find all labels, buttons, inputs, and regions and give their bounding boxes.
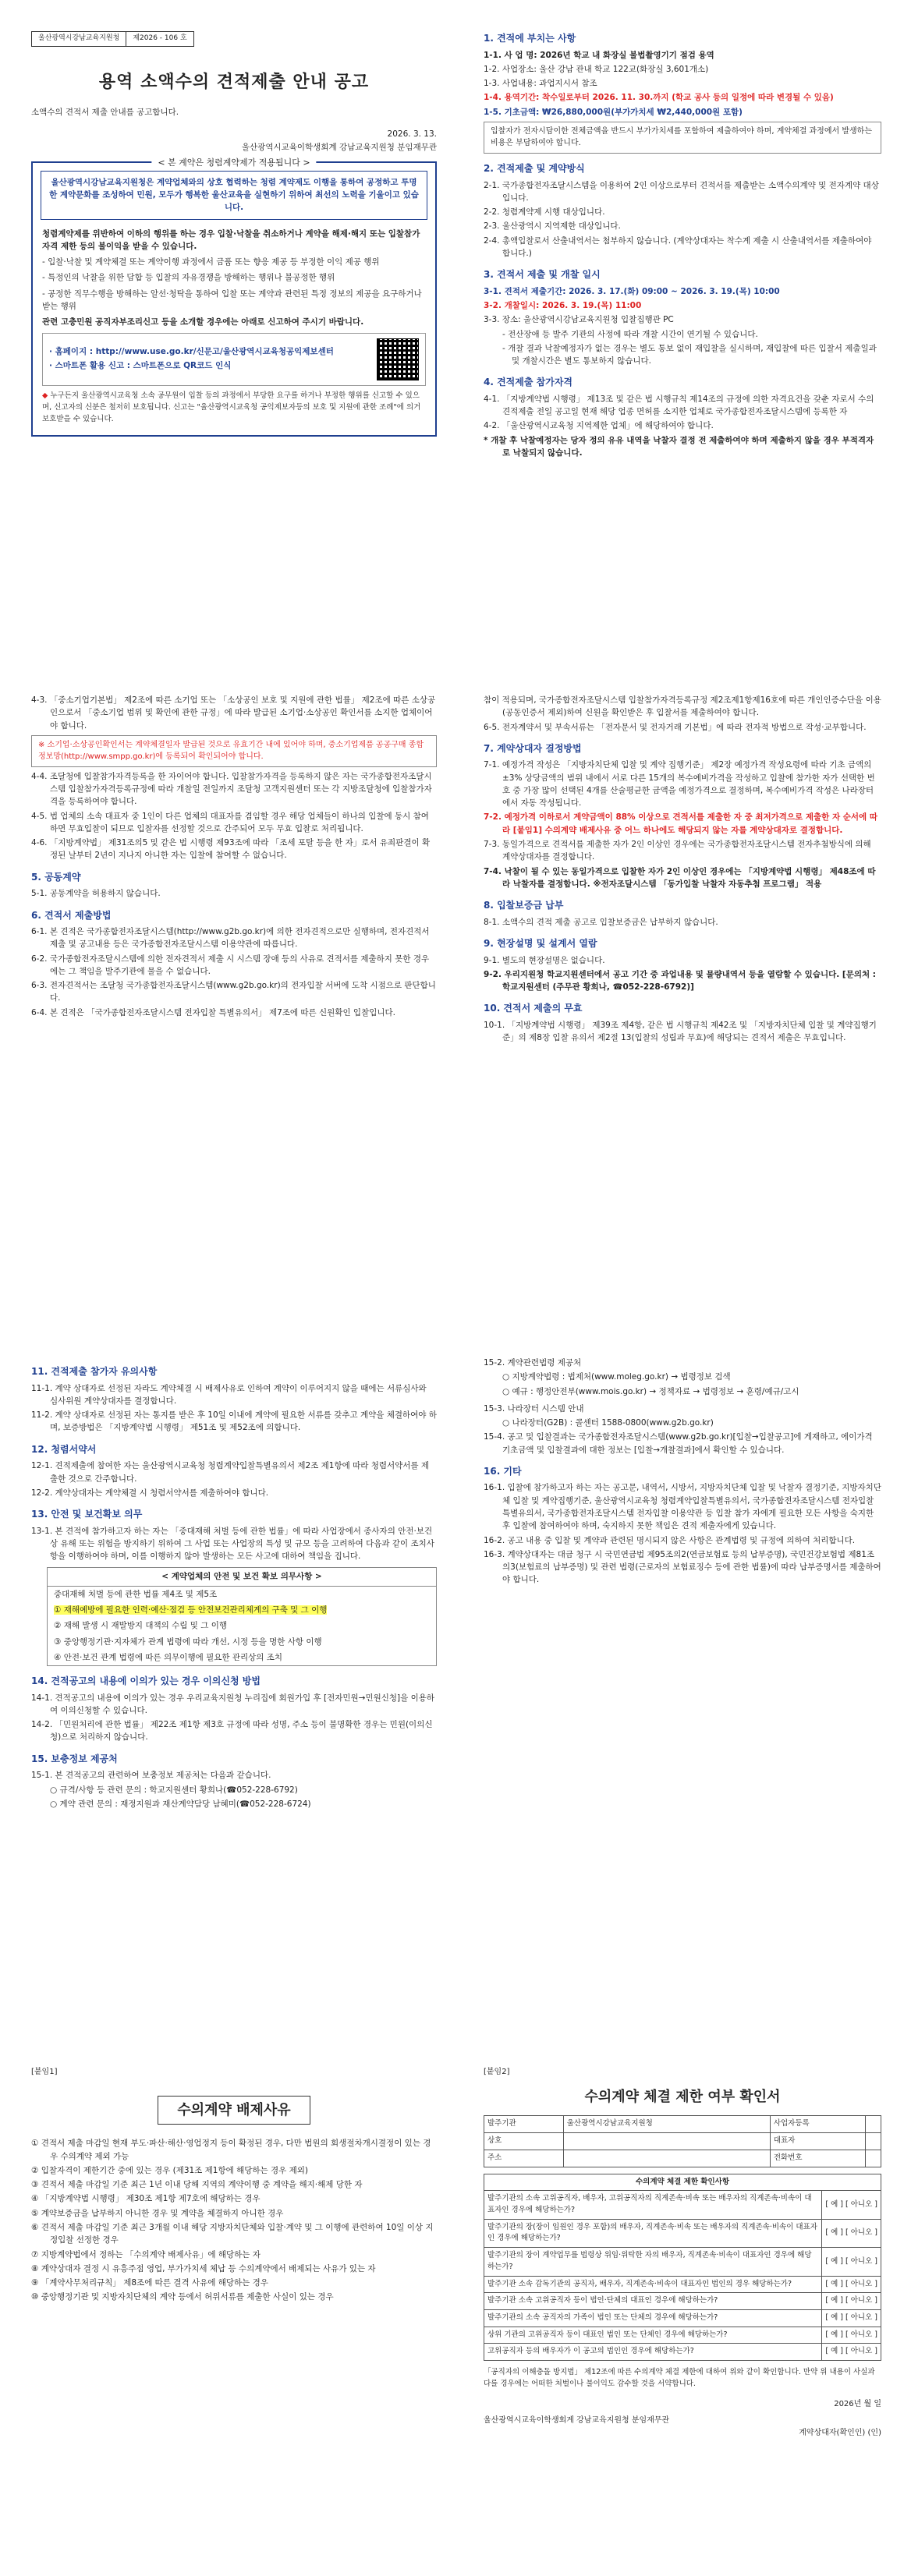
section-item: 16-2. 공고 내용 중 입찰 및 계약과 관련된 명시되지 않은 사항은 관계법령 및 규정에 의하여 처리합니다.: [484, 1535, 856, 1545]
table-cell: 울산광역시강남교육지원청: [563, 2116, 770, 2133]
yes-no-checkbox[interactable]: [ 예 ] [ 아니오 ]: [822, 2310, 881, 2327]
section-item: 6-3. 전자견적서는 조달청 국가종합전자조달시스템(www.g2b.go.kr)의 전자입찰 서버에 도착 시점으로 판단합니다.: [31, 981, 436, 1003]
section-item: - 전산장애 등 발주 기관의 사정에 따라 개찰 시간이 연기될 수 있습니다.: [502, 329, 758, 339]
section-3: [484, 267, 881, 367]
section-item: 1-4. 용역기간: 착수일로부터 2026. 11. 30.까지 (학교 공사 등의 일정에 따라 변경될 수 있음): [484, 93, 834, 103]
check-question: 발주기관 소속 고위공직자 등이 법인·단체의 대표인 경우에 해당하는가?: [484, 2293, 822, 2310]
law-link[interactable]: ○ 지방계약법령 : 법제처(www.moleg.go.kr) → 법령정보 검색: [502, 1372, 731, 1382]
table-cell-input[interactable]: [865, 2150, 881, 2167]
section-item: 15-1. 본 견적공고의 관련하여 보충정보 제공처는 다음과 같습니다.: [31, 1771, 271, 1781]
notice-item: - 입찰·낙찰 및 계약체결 또는 계약이행 과정에서 금품 또는 향응 제공 등 부정한 이익 제공 행위: [42, 257, 380, 267]
section-item: 14-1. 견적공고의 내용에 이의가 있는 경우 우리교육지원청 누리집에 회원가입 후 [전자민원→민원신청]을 이용하여 이의신청할 수 있습니다.: [31, 1693, 435, 1715]
section-item: 16-3. 계약상대자는 대금 청구 시 국민연금법 제95조의2(연금보험료 등의 납부증명), 국민건강보험법 제81조의3(보험료의 납부증명) 및 관련 법령(근로자의 보험료징수 등에 관한 법률)에 따라 납부증명서를 제출하여야 합니다.: [484, 1549, 881, 1585]
section-item: 2-1. 국가종합전자조달시스템을 이용하여 2인 이상으로부터 견적서를 제출받는 소액수의계약 및 전자계약 대상입니다.: [484, 180, 879, 203]
integrity-notice-box: [31, 157, 437, 437]
sign-org: 울산광역시교육이학생회계 강남교육지원청 분임재무관: [484, 2416, 670, 2426]
header-org: 울산광역시강남교육지원청: [38, 34, 120, 42]
yes-no-checkbox[interactable]: [ 예 ] [ 아니오 ]: [822, 2327, 881, 2344]
section-item: 6-5. 전자계약서 및 부속서류는 「전자문서 및 전자거래 기본법」에 따라 전자적 방법으로 작성·교부합니다.: [484, 722, 867, 732]
safety-box-item-text: ① 재해예방에 필요한 인력·예산·점검 등 안전보건관리체계의 구축 및 그 이행: [54, 1605, 328, 1615]
restriction-check-table: [484, 2174, 881, 2362]
section-item: 2-2. 청렴계약제 시행 대상입니다.: [484, 207, 605, 218]
table-cell: 대표자: [770, 2133, 865, 2150]
page2-right-column: [484, 694, 881, 1046]
report-info-row: [42, 333, 426, 386]
notice-item: 관련 고충민원 공직자부조리신고 등을 소개할 경우에는 아래로 신고하여 주시기 바랍니다.: [42, 317, 364, 327]
section-item: ○ 규격/사항 등 관련 문의 : 학교지원센터 황희나(☎052-228-6792): [50, 1785, 298, 1795]
form-note: 「공직자의 이해충돌 방지법」 제12조에 따른 수의계약 체결 제한에 대하여 위와 같이 확인합니다. 만약 위 내용이 사실과 다를 경우에는 어떠한 처벌이나 불이익도 감수할 것을 서약합니다.: [484, 2368, 875, 2388]
attachment-title: 수의계약 배제사유: [158, 2096, 310, 2125]
section-heading: 9. 현장설명 및 설계서 열람: [484, 937, 597, 949]
safety-box-item: [48, 1602, 436, 1618]
section-item: 8-1. 소액수의 견적 제출 공고로 입찰보증금은 납부하지 않습니다.: [484, 917, 718, 927]
table-row: [484, 2248, 881, 2276]
report-smartphone-text: · 스마트폰 활용 신고 : 스마트폰으로 QR코드 인식: [49, 361, 232, 371]
section-item: 11-1. 계약 상대자로 선정된 자라도 계약체결 시 배제사유로 인하여 계약이 이루어지지 않을 때에는 서류심사와 심사위원 계약상대자를 결정합니다.: [31, 1383, 427, 1406]
section-heading: 7. 계약상대자 결정방법: [484, 742, 582, 754]
table-row: [484, 2150, 881, 2167]
page1-left-column: [31, 31, 437, 437]
sign-date: 2026년 월 일: [834, 2399, 881, 2408]
check-question: 발주기관의 소속 고위공직자, 배우자, 고위공직자의 직계존속·비속 또는 배우자의 직계존속·비속이 대표자인 경우에 해당하는가?: [484, 2191, 822, 2219]
footnote-text: 누구든지 울산광역시교육청 소속 공무원이 입찰 등의 과정에서 부당한 요구를 하거나 부정한 행위를 신고할 수 있으며, 신고자의 신분은 철저히 보호됩니다. 신고는 "울산광역시교육청 공익제보자등의 보호 및 지원에 관한 조례"에 의거 보호받을 수 있습니다.: [42, 391, 421, 423]
table-cell-input[interactable]: [865, 2133, 881, 2150]
section-item: 3-3. 장소: 울산광역시강남교육지원청 입찰집행관 PC: [484, 315, 674, 325]
attachment-2: [484, 2066, 881, 2439]
table-cell-input[interactable]: [563, 2150, 770, 2167]
check-question: 발주기관의 장이 계약업무를 법령상 위임·위탁한 자의 배우자, 직계존속·비속이 대표자인 경우에 해당하는가?: [484, 2248, 822, 2276]
notice-item: 청렴계약제를 위반하여 이하의 행위를 하는 경우 입찰·낙찰을 취소하거나 계약을 해제·해지 또는 입찰참가자격 제한 등의 불이익을 받을 수 있습니다.: [42, 228, 420, 251]
section-item: 참이 적용되며, 국가종합전자조달시스템 입찰참가자격등록규정 제2조제1항제16호에 따른 개인인증수단을 이용(공동인증서 제외)하여 신원을 확인받은 후 입찰서를 제출하여야 합니다.: [484, 695, 881, 718]
table-row: [484, 2310, 881, 2327]
section-item: 2-4. 총액입찰로서 산출내역서는 첨부하지 않습니다. (계약상대자는 착수계 제출 시 산출내역서를 제출하여야 합니다.): [484, 235, 872, 258]
section-item: 15-4. 공고 및 입찰결과는 국가종합전자조달시스템(www.g2b.go.kr)[입찰→입찰공고]에 게재하고, 에이가격 기초금액 및 입찰결과에 대한 정보는 [입찰→개찰결과]에서 확인할 수 있습니다.: [484, 1432, 873, 1455]
section-item: 12-2. 계약상대자는 계약체결 시 청렴서약서를 제출하여야 합니다.: [31, 1488, 269, 1498]
section-heading: 14. 견적공고의 내용에 이의가 있는 경우 이의신청 방법: [31, 1675, 261, 1687]
seal-mark: (인): [867, 2428, 881, 2437]
page-title: 용역 소액수의 견적제출 안내 공고: [98, 71, 370, 92]
page3-right-column: [484, 1357, 881, 1588]
section-item: 9-2. 우리지원청 학교지원센터에서 공고 기간 중 과업내용 및 물량내역서 등을 열람할 수 있습니다. [문의처 : 학교지원센터 (주무관 황희나, ☎052-228-6792)]: [484, 969, 876, 993]
exclusion-item: ⑥ 견적서 제출 마감일 기준 최근 3개월 이내 해당 지방자치단체와 입찰·계약 및 그 이행에 관련하여 10일 이상 지정입찰 선정한 경우: [31, 2222, 434, 2245]
section-item: 4-2. 「울산광역시교육청 지역제한 업체」에 해당하여야 합니다.: [484, 421, 714, 431]
section-item: 3-2. 개찰일시: 2026. 3. 19.(목) 11:00: [484, 300, 642, 310]
section-item: 2-3. 울산광역시 지역제한 대상입니다.: [484, 221, 621, 232]
exclusion-item: ⑤ 계약보증금을 납부하지 아니한 경우 및 계약을 체결하지 아니한 경우: [31, 2208, 284, 2218]
section-item: 6-4. 본 견적은 「국가종합전자조달시스템 전자입찰 특별유의서」 제7조에 따른 신원확인 입찰입니다.: [31, 1007, 395, 1017]
section-item: 12-1. 견적제출에 참여한 자는 울산광역시교육청 청렴계약입찰특별유의서 제2조 제1항에 따라 청렴서약서를 제출한 것으로 간주합니다.: [31, 1461, 430, 1484]
page-1: [0, 0, 911, 647]
section-item: 5-1. 공동계약을 허용하지 않습니다.: [31, 889, 161, 899]
safety-box-heading: < 계약업체의 안전 및 보건 확보 의무사항 >: [48, 1568, 436, 1586]
section-item: 7-1. 예정가격 작성은 「지방자치단체 입찰 및 계약 집행기준」 제2장 예정가격 작성요령에 따라 기초 금액의 ±3% 상당금액의 범위 내에서 서로 다른 15개의 복수예비가격을 작성하고 입찰에 참가한 자가 선택한 번호 중 가장 많이 선택된 4개를 산술평균한 금액을 예정가격으로 결정하며, 복수예비가격 작성은 나라장터 에서 자동 작성됩니다.: [484, 760, 875, 809]
contractor-info-table: [484, 2115, 881, 2167]
safety-box-item: 중대재해 처벌 등에 관한 법률 제4조 및 제5조: [54, 1589, 218, 1599]
section-item: 4-5. 법 업체의 소속 대표자 중 1인이 다른 업체의 대표자를 겸임할 경우 해당 업체들이 하나의 입찰에 동시 참여하면 무효입찰이 되므로 입찰자를 선정할 것으로 간주되어 모두 무효 입찰로 처리됩니다.: [31, 811, 429, 833]
section-item: 1-2. 사업장소: 울산 강남 관내 학교 122교(화장실 3,601개소): [484, 64, 709, 74]
section-item-text: 7-2. 예정가격 이하로서 계약금액이 88% 이상으로 견적서를 제출한 자 중 최저가격으로 제출한 자 순서에 따라 [붙임1] 수의계약 배제사유 중 어느 하나에도 해당되지 않는 자를 계약상대자로 결정합니다.: [484, 812, 877, 835]
yes-no-checkbox[interactable]: [ 예 ] [ 아니오 ]: [822, 2293, 881, 2310]
page2-left-column: [31, 694, 437, 1021]
check-question: 고위공직자 등의 배우자가 이 공고의 법인인 경우에 해당하는가?: [484, 2344, 822, 2361]
table-cell: 상호: [484, 2133, 564, 2150]
notice-item: - 공정한 직무수행을 방해하는 알선·청탁을 통하여 입찰 또는 계약과 관련된 특정 정보의 제공을 요구하거나 받는 행위: [42, 288, 422, 311]
table-row: [484, 2174, 881, 2191]
section-heading: 13. 안전 및 보건확보 의무: [31, 1509, 143, 1520]
section-item: 15-2. 계약관련법령 제공처: [484, 1358, 582, 1368]
announcing-org: 울산광역시교육이학생회계 강남교육지원청 분임재무관: [241, 142, 437, 152]
section-heading: 5. 공동계약: [31, 871, 81, 883]
g2b-link[interactable]: ○ 나라장터(G2B) : 콜센터 1588-0800(www.g2b.go.kr): [502, 1418, 714, 1428]
page-4: [0, 2043, 911, 2576]
section-heading: 12. 청렴서약서: [31, 1443, 97, 1455]
qr-code-icon[interactable]: [377, 338, 419, 380]
section-1: [484, 31, 881, 154]
section-item: ○ 계약 관련 문의 : 재정지원과 재산계약담당 남혜미(☎052-228-6724): [50, 1799, 311, 1809]
section-heading: 16. 기타: [484, 1465, 522, 1477]
section-item: 3-1. 견적서 제출기간: 2026. 3. 17.(화) 09:00 ~ 2026. 3. 19.(목) 10:00: [484, 286, 780, 296]
notice-tag: < 본 계약은 청렴계약제가 적용됩니다 >: [151, 156, 316, 169]
safety-box-item: ④ 안전·보건 관계 법령에 따른 의무이행에 필요한 관리상의 조치: [54, 1652, 283, 1662]
page3-left-column: [31, 1357, 437, 1812]
table-row: [484, 2276, 881, 2293]
attachment-1: [31, 2066, 437, 2305]
section-heading: 10. 견적서 제출의 무효: [484, 1003, 583, 1014]
report-homepage-link[interactable]: · 홈페이지 : http://www.use.go.kr/신문고/울산광역시교육청공익제보센터: [49, 347, 334, 357]
exclusion-item: ① 견적서 제출 마감일 현재 부도·파산·해산·영업정지 등이 확정된 경우, 다만 법원의 회생절차개시결정이 있는 경우 수의계약 제외 가능: [31, 2139, 431, 2161]
section-item: 7-4. 낙찰이 될 수 있는 동일가격으로 입찰한 자가 2인 이상인 경우에는 「지방계약법 시행령」 제48조에 따라 낙찰자를 결정합니다. ※전자조달시스템 「동가입찰 낙찰자 자동추첨 프로그램」 적용: [484, 866, 876, 889]
section-item: 1-1. 사 업 명: 2026년 학교 내 화장실 불법촬영기기 점검 용역: [484, 50, 714, 60]
section-item: 16-1. 입찰에 참가하고자 하는 자는 공고문, 내역서, 시방서, 지방자치단체 입찰 및 낙찰자 결정기준, 지방자치단체 입찰 및 계약집행기준, 울산광역시교육청 청렴계약입찰특별유의서, 국가종합전자조달시스템 전자입찰 특별유의서, 국가종합전자조달시스템 전자입찰 이용약관 등 입찰 참가 자에게 필요한 모든 사항을 숙지한 후 입찰에 참여하여야 하며, 숙지하지 못한 책임은 견적 제출자에게 있습니다.: [484, 1483, 881, 1531]
announcement-number-box: [31, 31, 194, 47]
section-item: 11-2. 계약 상대자로 선정된 자는 통지를 받은 후 10일 이내에 계약에 필요한 서류를 갖추고 계약을 체결하여야 하며, 보증방법은 「지방계약법 시행령」 제51조 및 제52조에 의합니다.: [31, 1410, 437, 1433]
table-cell: 사업자등록: [770, 2116, 865, 2133]
table-row: [484, 2191, 881, 2219]
section-heading: 3. 견적서 제출 및 개찰 일시: [484, 269, 601, 281]
section-heading: 4. 견적제출 참가자격: [484, 377, 573, 388]
sign-line[interactable]: [484, 2427, 881, 2440]
check-question: 상위 기관의 고위공직자 등이 대표인 법인 또는 단체인 경우에 해당하는가?: [484, 2327, 822, 2344]
section-item: 6-1. 본 견적은 국가종합전자조달시스템(http://www.g2b.go.kr)에 의한 전자견적으로만 실행하며, 전자견적서 제출 및 공고내용 등은 국가종합전자조달시스템 이용약관에 따릅니다.: [31, 927, 430, 950]
exclusion-item: ⑦ 지방계약법에서 정하는 「수의계약 배제사유」에 해당하는 자: [31, 2249, 261, 2259]
check-question: 발주기관의 장(장이 임원인 경우 포함)의 배우자, 직계존속·비속 또는 배우자의 직계존속·비속이 대표자인 경우에 해당하는가?: [484, 2219, 822, 2247]
notice-item: - 특정인의 낙찰을 위한 담합 등 입찰의 자유경쟁을 방해하는 행위나 불공정한 행위: [42, 273, 335, 283]
sme-note-box: [31, 735, 437, 767]
page1-right-column: [484, 23, 881, 461]
exclusion-item: ③ 견적서 제출 마감일 기준 최근 1년 이내 당해 지역의 계약이행 중 계약을 해지·해제 당한 자: [31, 2180, 363, 2190]
table-heading: 수의계약 체결 제한 확인사항: [484, 2174, 881, 2191]
section-item: [484, 811, 881, 837]
announcement-date: 2026. 3. 13.: [387, 129, 437, 140]
notice-footnote: [42, 391, 426, 425]
section-heading: 2. 견적제출 및 계약방식: [484, 162, 585, 174]
section-item: 1-5. 기초금액: ₩26,880,000원(부가가치세 ₩2,440,000원 포함): [484, 107, 743, 117]
law-link[interactable]: ○ 예규 : 행정안전부(www.mois.go.kr) → 정책자료 → 법령정보 → 훈령/예규/고시: [502, 1386, 799, 1396]
section-item: 4-6. 「지방계약법」 제31조의5 및 같은 법 시행령 제93조에 따라 「조세 포탈 등을 한 자」로서 유죄판결이 확정된 날부터 2년이 지나지 아니한 자는 입찰에 참여할 수 없습니다.: [31, 838, 431, 861]
attachment-tag: [붙임2]: [484, 2068, 510, 2076]
section-item: * 개찰 후 낙찰예정자는 당자 정의 유유 내역을 낙찰자 결정 전 제출하여야 하며 제출하지 않을 경우 부적격자로 낙찰되지 않습니다.: [484, 435, 874, 458]
attachment-title: 수의계약 체결 제한 여부 확인서: [584, 2088, 781, 2105]
attachment-tag: [붙임1]: [31, 2068, 58, 2076]
exclusion-item: ⑨ 「계약사무처리규칙」 제8조에 따른 결격 사유에 해당하는 경우: [31, 2278, 268, 2288]
exclusion-item: ⑧ 계약상대자 결정 시 유흥주점 영업, 부가가치세 체납 등 수의계약에서 배제되는 사유가 있는 자: [31, 2263, 376, 2273]
table-cell-input[interactable]: [563, 2133, 770, 2150]
section-item: 1-3. 사업내용: 과업지시서 참조: [484, 79, 597, 89]
exclusion-item: ④ 「지방계약법 시행령」 제30조 제1항 제7호에 해당하는 경우: [31, 2194, 261, 2204]
check-question: 발주기관 소속 감독기관의 공직자, 배우자, 직계존속·비속이 대표자인 법인의 경우 해당하는가?: [484, 2276, 822, 2293]
yes-no-checkbox[interactable]: [ 예 ] [ 아니오 ]: [822, 2219, 881, 2247]
yes-no-checkbox[interactable]: [ 예 ] [ 아니오 ]: [822, 2191, 881, 2219]
table-cell: 발주기관: [484, 2116, 564, 2133]
check-question: 발주기관의 소속 공직자의 가족이 법인 또는 단체의 경우에 해당하는가?: [484, 2310, 822, 2327]
section-item: 9-1. 별도의 현장설명은 없습니다.: [484, 955, 605, 965]
yes-no-checkbox[interactable]: [ 예 ] [ 아니오 ]: [822, 2248, 881, 2276]
section-item: 10-1. 「지방계약법 시행령」 제39조 제4항, 같은 법 시행규칙 제42조 및 「지방자치단체 입찰 및 계약집행기준」의 제8장 입찰 유의서 제2절 13(입찰의 성립과 무효)에 해당되는 견적서 제출은 무효입니다.: [484, 1020, 877, 1043]
exclusion-item: ② 입찰자격이 제한기간 중에 있는 경우 (제31조 제1항에 해당하는 경우 제외): [31, 2165, 309, 2175]
table-row: [484, 2327, 881, 2344]
table-row: [484, 2344, 881, 2361]
section-item: 4-3. 「중소기업기본법」 제2조에 따른 소기업 또는 「소상공인 보호 및 지원에 관한 법률」 제2조에 따른 소상공인으로서 「중소기업 범위 및 확인에 관한 규정」에 따라 발급된 소기업·소상공인 확인서를 소지한 업체이어야 합니다.: [31, 695, 436, 731]
section-2: [484, 161, 881, 260]
table-cell: 전화번호: [770, 2150, 865, 2167]
section-heading: 8. 입찰보증금 납부: [484, 900, 564, 911]
safety-duty-box: [47, 1567, 437, 1666]
safety-box-item: ③ 중앙행정기관·지자체가 관계 법령에 따라 개선, 시정 등을 명한 사항 이행: [54, 1637, 322, 1647]
exclusion-item: ⑩ 중앙행정기관 및 지방자치단체의 계약 등에서 허위서류를 제출한 사실이 있는 경우: [31, 2292, 334, 2302]
safety-box-item: ② 재해 발생 시 재발방지 대책의 수립 및 그 이행: [54, 1621, 228, 1631]
signature-area: [484, 2398, 881, 2440]
sme-note-text: ※ 소기업·소상공인확인서는 계약체결일자 발급된 것으로 유효기간 내에 있어야 하며, 중소기업제품 공공구매 종합정보망(http://www.smpp.go.kr)에 등록되어 확인되어야 합니다.: [38, 740, 424, 762]
section-heading: 6. 견적서 제출방법: [31, 909, 112, 921]
section-heading: 11. 견적제출 참가자 유의사항: [31, 1366, 158, 1377]
section-item: 13-1. 본 견적에 참가하고자 하는 자는 「중대재해 처벌 등에 관한 법률」에 따라 사업장에서 종사자의 안전·보건상 유해 또는 위험을 방지하기 위하여 그 사업 또는 사업장의 특성 및 규모 등을 고려하여 다음과 같이 조치사항을 이행하여야 하며, 이를 이행하지 않아 발생하는 모든 사고에 대하여 책임을 집니다.: [31, 1526, 434, 1562]
section-item: 6-2. 국가종합전자조달시스템에 의한 전자견적서 제출 시 시스템 장애 등의 사유로 견적서를 제출하지 못한 경우에는 그 책임을 발주기관에 물을 수 없습니다.: [31, 954, 430, 976]
section-item: 15-3. 나라장터 시스템 안내: [484, 1403, 584, 1414]
intro-text: 소액수의 견적서 제출 안내를 공고합니다.: [31, 108, 179, 118]
table-row: [484, 2133, 881, 2150]
section-heading: 1. 견적에 부치는 사항: [484, 33, 576, 44]
table-row: [484, 2116, 881, 2133]
section-item: 4-1. 「지방계약법 시행령」 제13조 및 같은 법 시행규칙 제14조의 규정에 의한 자격요건을 갖춘 자로서 수의견적제출 전일 공고일 현재 해당 업종 면허를 소지한 업체로 국가종합전자조달시스템에 등록한 자: [484, 394, 874, 417]
section-4: [484, 375, 881, 459]
table-row: [484, 2219, 881, 2247]
alert-icon: ◆: [42, 391, 51, 401]
table-row: [484, 2293, 881, 2310]
yes-no-checkbox[interactable]: [ 예 ] [ 아니오 ]: [822, 2344, 881, 2361]
section-heading: 15. 보충정보 제공처: [31, 1753, 118, 1764]
section-item: - 개찰 결과 낙찰예정자가 없는 경우는 별도 통보 없이 재입찰을 실시하며, 재입찰에 따른 입찰서 제출일과 및 개찰시간은 별도 통보하지 않습니다.: [502, 343, 877, 366]
section-item: 4-4. 조달청에 입찰참가자격등록을 한 자이어야 합니다. 입찰참가자격을 등록하지 않은 자는 국가종합전자조달시스템 입찰참가자격등록규정에 따라 개찰일 전일까지 조달청 고객지원센터 또는 각 지방조달청에 입찰참가자격을 등록하여야 합니다.: [31, 771, 432, 807]
vat-note-box: 입찰자가 전자시담이한 전체금액을 반드시 부가가치세를 포함하여 제출하여야 하며, 계약체결 과정에서 발생하는 비용은 부담하여야 합니다.: [484, 122, 881, 154]
section-item: 14-2. 「민원처리에 관한 법률」 제22조 제1항 제3호 규정에 따라 성명, 주소 등이 불명확한 경우는 민원(이의신청)으로 처리하지 않습니다.: [31, 1720, 433, 1743]
header-number: 제2026 - 106 호: [126, 32, 193, 46]
table-cell: 주소: [484, 2150, 564, 2167]
sign-name: 계약상대자(확인인): [799, 2428, 866, 2437]
page-3: [0, 1325, 911, 2012]
yes-no-checkbox[interactable]: [ 예 ] [ 아니오 ]: [822, 2276, 881, 2293]
notice-top-text: 울산광역시강남교육지원청은 계약업체와의 상호 협력하는 청렴 계약제도 이행을 통하여 공정하고 투명한 계약문화를 조성하여 민원, 모두가 행복한 울산교육을 실현하기 위하여 최선의 노력을 기울이고 있습니다.: [41, 171, 427, 220]
section-item: 7-3. 동일가격으로 견적서를 제출한 자가 2인 이상인 경우에는 국가종합전자조달시스템 전자추첨방식에 의해 계약상대자를 결정합니다.: [484, 839, 871, 862]
page-2: [0, 671, 911, 1302]
table-cell-input[interactable]: [865, 2116, 881, 2133]
